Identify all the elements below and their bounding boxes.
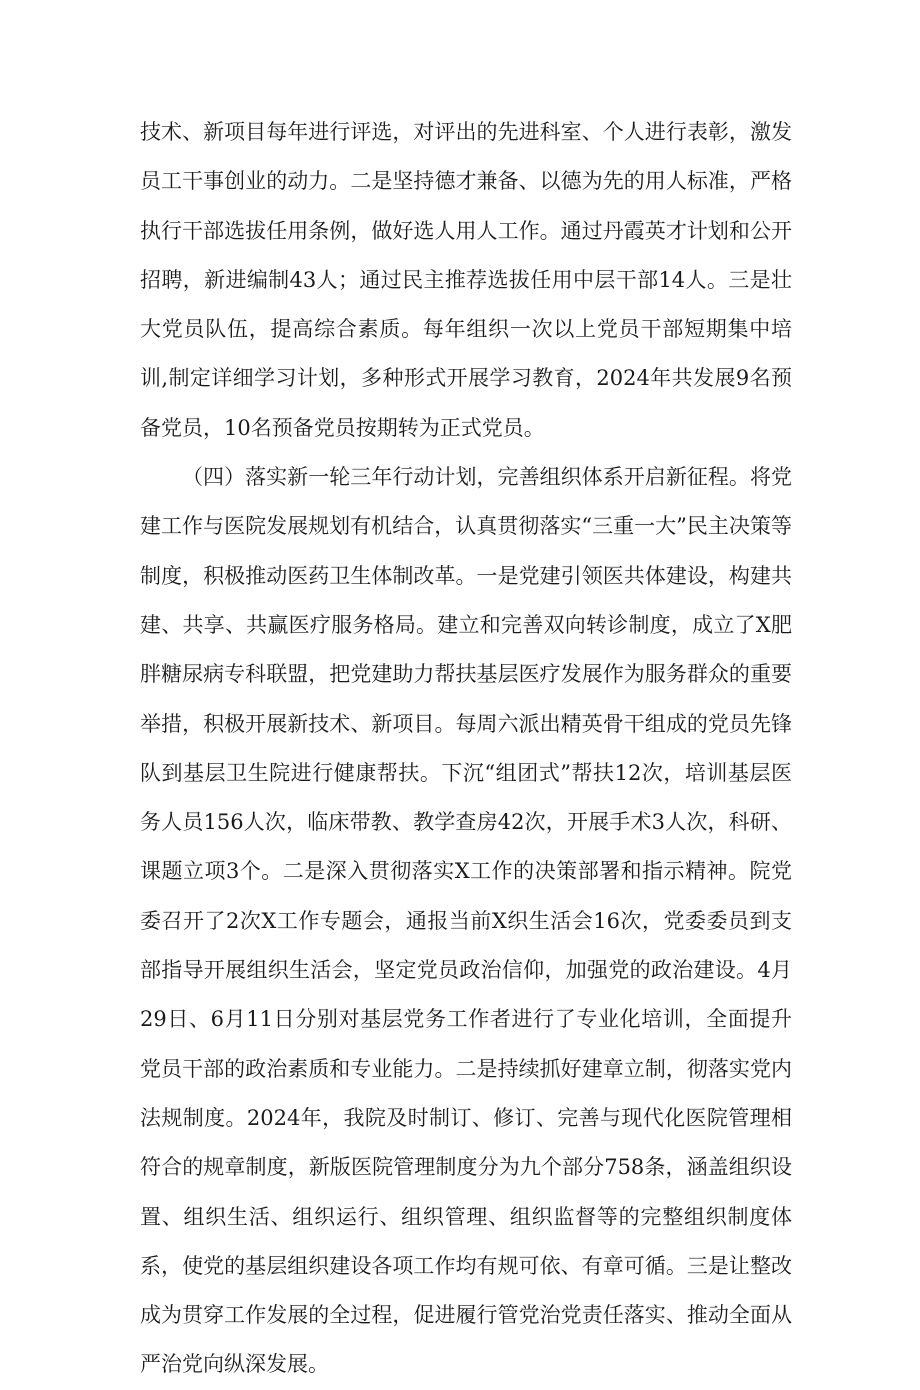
body-text: [140, 108, 792, 1390]
paragraph-continuation: 技术、新项目每年进行评选，对评出的先进科室、个人进行表彰，激发员工干事创业的动力。二是坚持德才兼备、以德为先的用人标准，严格执行干部选拔任用条例，做好选人用人工作。通过丹霞英才计划和公开招聘，新进编制43人；通过民主推荐选拔任用中层干部14人。三是壮大党员队伍，提高综合素质。每年组织一次以上党员干部短期集中培训,制定详细学习计划，多种形式开展学习教育，2024年共发展9名预备党员，10名预备党员按期转为正式党员。: [140, 120, 792, 440]
paragraph-section-four: （四）落实新一轮三年行动计划，完善组织体系开启新征程。将党建工作与医院发展规划有机结合，认真贯彻落实“三重一大”民主决策等制度，积极推动医药卫生体制改革。一是党建引领医共体建设，构建共建、共享、共赢医疗服务格局。建立和完善双向转诊制度，成立了X肥胖糖尿病专科联盟，把党建助力帮扶基层医疗发展作为服务群众的重要举措，积极开展新技术、新项目。每周六派出精英骨干组成的党员先锋队到基层卫生院进行健康帮扶。下沉“组团式”帮扶12次，培训基层医务人员156人次，临床带教、教学查房42次，开展手术3人次，科研、课题立项3个。二是深入贯彻落实X工作的决策部署和指示精神。院党委召开了2次X工作专题会，通报当前X织生活会16次，党委委员到支部指导开展组织生活会，坚定党员政治信仰，加强党的政治建设。4月29日、6月11日分别对基层党务工作者进行了专业化培训，全面提升党员干部的政治素质和专业能力。二是持续抓好建章立制，彻落实党内法规制度。2024年，我院及时制订、修订、完善与现代化医院管理相符合的规章制度，新版医院管理制度分为九个部分758条，涵盖组织设置、组织生活、组织运行、组织管理、组织监督等的完整组织制度体系，使党的基层组织建设各项工作均有规可依、有章可循。三是让整改成为贯穿工作发展的全过程，促进履行管党治党责任落实、推动全面从严治党向纵深发展。: [140, 465, 792, 1377]
